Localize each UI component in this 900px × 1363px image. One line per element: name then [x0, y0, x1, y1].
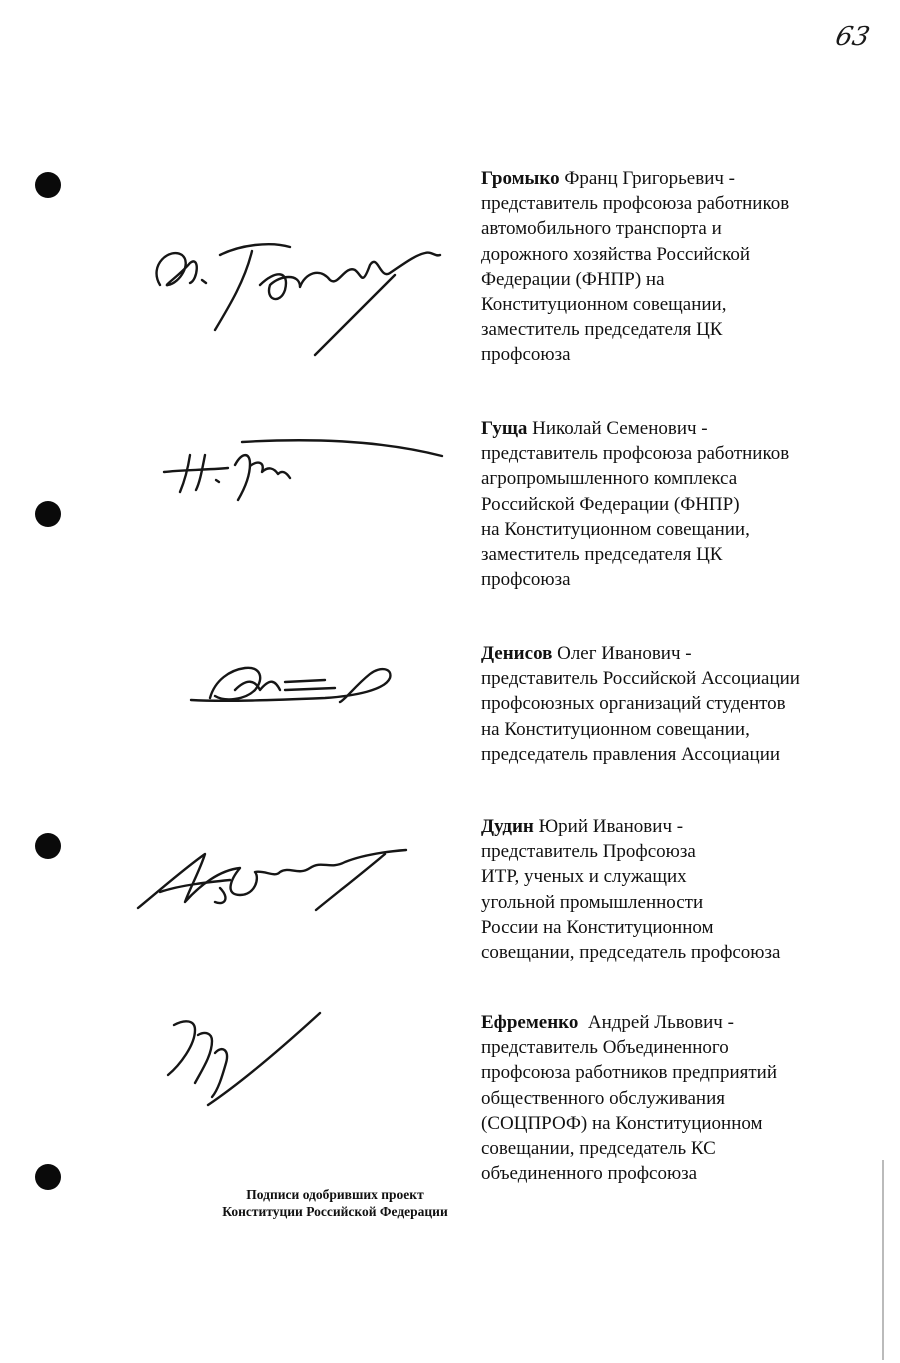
page-edge-line: [882, 1160, 884, 1360]
entry-line: Федерации (ФНПР) на: [481, 268, 665, 290]
entry-line: Конституционном совещании,: [481, 294, 727, 316]
signatory-surname: Ефременко: [481, 1012, 579, 1033]
page-number: 63: [832, 22, 873, 52]
entry-line: объединенного профсоюза: [481, 1163, 698, 1185]
signatory-name-position: Николай Семенович -: [527, 418, 708, 439]
entry-line: представитель профсоюза работников: [481, 443, 790, 465]
entry-line: угольной промышленности: [481, 891, 704, 913]
entry-line: заместитель председателя ЦК: [481, 544, 723, 566]
signatory-name-position: Франц Григорьевич -: [559, 168, 736, 189]
footer-caption-line: Подписи одобривших проект: [246, 1187, 424, 1202]
punch-hole: [35, 172, 61, 198]
signature-denisov: [185, 650, 405, 720]
signatory-surname: Громыко: [481, 168, 560, 189]
entry-line: профсоюза: [481, 569, 571, 591]
entry-line: совещании, председатель КС: [481, 1138, 716, 1160]
entry-line: профсоюзных организаций студентов: [481, 693, 786, 715]
signatory-name-position: Юрий Иванович -: [533, 816, 684, 837]
signatory-entry-dudin: [481, 814, 861, 965]
signatory-surname: Гуща: [481, 418, 528, 439]
footer-caption-line: Конституции Российской Федерации: [222, 1204, 448, 1219]
signatory-surname: Денисов: [481, 643, 553, 664]
entry-line: профсоюза: [481, 344, 571, 366]
signature-gromyko: [140, 225, 460, 365]
entry-line: (СОЦПРОФ) на Конституционном: [481, 1112, 763, 1134]
signature-dudin: [130, 840, 420, 920]
punch-hole: [35, 833, 61, 859]
signatory-surname: Дудин: [481, 816, 534, 837]
entry-line: профсоюза работников предприятий: [481, 1062, 778, 1084]
signatory-entry-denisov: [481, 641, 861, 767]
entry-line: представитель профсоюза работников: [481, 193, 790, 215]
footer-caption: [190, 1186, 480, 1220]
signatory-name-position: Олег Иванович -: [552, 643, 692, 664]
signatory-entry-efremenko: [481, 1010, 861, 1186]
entry-line: представитель Профсоюза: [481, 841, 696, 863]
entry-line: председатель правления Ассоциации: [481, 743, 781, 765]
entry-line: дорожного хозяйства Российской: [481, 243, 751, 265]
signatory-entry-gushcha: [481, 416, 861, 592]
entry-line: представитель Российской Ассоциации: [481, 668, 800, 690]
punch-hole: [35, 1164, 61, 1190]
entry-line: автомобильного транспорта и: [481, 218, 722, 240]
entry-line: совещании, председатель профсоюза: [481, 942, 781, 964]
entry-line: на Конституционном совещании,: [481, 518, 750, 540]
signature-gushcha: [150, 430, 460, 520]
signatory-entry-gromyko: [481, 166, 861, 368]
entry-line: общественного обслуживания: [481, 1087, 725, 1109]
entry-line: ИТР, ученых и служащих: [481, 866, 687, 888]
entry-line: России на Конституционном: [481, 916, 714, 938]
entry-line: на Конституционном совещании,: [481, 718, 750, 740]
punch-hole: [35, 501, 61, 527]
entry-line: Российской Федерации (ФНПР): [481, 493, 740, 515]
signatory-name-position: Андрей Львович -: [578, 1012, 734, 1033]
signature-efremenko: [160, 1005, 340, 1115]
entry-line: заместитель председателя ЦК: [481, 319, 723, 341]
entry-line: агропромышленного комплекса: [481, 468, 738, 490]
entry-line: представитель Объединенного: [481, 1037, 729, 1059]
